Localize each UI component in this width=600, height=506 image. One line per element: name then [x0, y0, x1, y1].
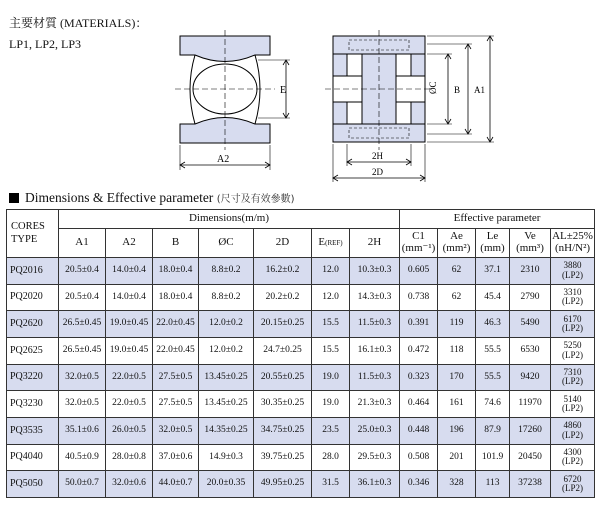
col-ae: Ae (mm²)	[438, 229, 476, 258]
core-type-cell: PQ3220	[7, 364, 59, 391]
top-view-drawing	[175, 30, 290, 170]
cell-a1: 40.5±0.9	[59, 444, 106, 471]
section-title	[9, 190, 295, 206]
cell-c1: 0.472	[400, 337, 438, 364]
cell-a2: 28.0±0.8	[106, 444, 153, 471]
cell-two-h: 11.5±0.3	[350, 311, 400, 338]
cell-b: 32.0±0.5	[153, 417, 199, 444]
cell-e: 23.5	[312, 417, 350, 444]
cell-two-h: 16.1±0.3	[350, 337, 400, 364]
cores-type-header: CORES TYPE	[7, 210, 59, 258]
cell-b: 22.0±0.45	[153, 311, 199, 338]
cell-c1: 0.508	[400, 444, 438, 471]
core-type-cell: PQ3535	[7, 417, 59, 444]
cell-ae: 62	[438, 284, 476, 311]
core-type-cell: PQ2016	[7, 258, 59, 285]
cell-e: 19.0	[312, 391, 350, 418]
cell-al: 4860 (LP2)	[551, 417, 595, 444]
cell-ae: 161	[438, 391, 476, 418]
cell-two-h: 36.1±0.3	[350, 471, 400, 498]
cell-a1: 26.5±0.45	[59, 311, 106, 338]
cell-two-d: 24.7±0.25	[254, 337, 312, 364]
cell-le: 113	[476, 471, 510, 498]
cell-c1: 0.605	[400, 258, 438, 285]
cell-e: 12.0	[312, 284, 350, 311]
cell-c1: 0.448	[400, 417, 438, 444]
col-2d: 2D	[254, 229, 312, 258]
cell-le: 87.9	[476, 417, 510, 444]
cell-b: 18.0±0.4	[153, 284, 199, 311]
core-drawing	[0, 0, 600, 190]
cell-oc: 13.45±0.25	[199, 391, 254, 418]
cell-c1: 0.323	[400, 364, 438, 391]
label-e: E	[280, 85, 287, 96]
cell-b: 37.0±0.6	[153, 444, 199, 471]
core-type-cell: PQ4040	[7, 444, 59, 471]
cell-le: 55.5	[476, 337, 510, 364]
cell-b: 22.0±0.45	[153, 337, 199, 364]
cell-oc: 8.8±0.2	[199, 284, 254, 311]
cell-e: 15.5	[312, 311, 350, 338]
square-bullet-icon	[9, 193, 19, 203]
col-ve: Ve (mm³)	[510, 229, 551, 258]
cell-a1: 20.5±0.4	[59, 284, 106, 311]
cell-two-h: 21.3±0.3	[350, 391, 400, 418]
core-type-cell: PQ2620	[7, 311, 59, 338]
cell-oc: 12.0±0.2	[199, 337, 254, 364]
cell-a2: 22.0±0.5	[106, 391, 153, 418]
cell-a1: 26.5±0.45	[59, 337, 106, 364]
cell-b: 27.5±0.5	[153, 364, 199, 391]
label-2h: 2H	[372, 151, 383, 161]
label-2d: 2D	[372, 167, 383, 177]
col-e: E(REF)	[312, 229, 350, 258]
cell-two-d: 39.75±0.25	[254, 444, 312, 471]
core-type-cell: PQ2625	[7, 337, 59, 364]
core-type-cell: PQ3230	[7, 391, 59, 418]
cell-ve: 2790	[510, 284, 551, 311]
cell-b: 18.0±0.4	[153, 258, 199, 285]
cell-a1: 20.5±0.4	[59, 258, 106, 285]
materials-title: 主要材質 (MATERIALS)：	[9, 16, 148, 30]
cell-c1: 0.346	[400, 471, 438, 498]
cell-oc: 14.35±0.25	[199, 417, 254, 444]
cell-ve: 9420	[510, 364, 551, 391]
label-b: B	[454, 85, 461, 95]
col-a2: A2	[106, 229, 153, 258]
cell-ve: 11970	[510, 391, 551, 418]
table-row	[7, 258, 595, 285]
cell-al: 5250 (LP2)	[551, 337, 595, 364]
cell-two-h: 11.5±0.3	[350, 364, 400, 391]
cell-oc: 14.9±0.3	[199, 444, 254, 471]
cell-a1: 50.0±0.7	[59, 471, 106, 498]
table-row	[7, 364, 595, 391]
col-al: AL±25% (nH/N²)	[551, 229, 595, 258]
cell-ve: 6530	[510, 337, 551, 364]
side-view-drawing	[325, 30, 494, 182]
cell-two-d: 30.35±0.25	[254, 391, 312, 418]
cell-oc: 20.0±0.35	[199, 471, 254, 498]
cell-two-h: 25.0±0.3	[350, 417, 400, 444]
cell-c1: 0.464	[400, 391, 438, 418]
col-c1: C1 (mm⁻¹)	[400, 229, 438, 258]
cell-e: 31.5	[312, 471, 350, 498]
cell-le: 101.9	[476, 444, 510, 471]
cell-a2: 14.0±0.4	[106, 258, 153, 285]
cell-al: 6170 (LP2)	[551, 311, 595, 338]
cell-a1: 32.0±0.5	[59, 364, 106, 391]
cell-ae: 62	[438, 258, 476, 285]
label-a2: A2	[217, 154, 230, 165]
col-le: Le (mm)	[476, 229, 510, 258]
col-2h: 2H	[350, 229, 400, 258]
cell-two-h: 29.5±0.3	[350, 444, 400, 471]
dimensions-table	[6, 209, 595, 498]
table-row	[7, 417, 595, 444]
cell-two-d: 34.75±0.25	[254, 417, 312, 444]
cell-ae: 196	[438, 417, 476, 444]
cell-ae: 201	[438, 444, 476, 471]
cell-two-d: 16.2±0.2	[254, 258, 312, 285]
cell-two-d: 20.15±0.25	[254, 311, 312, 338]
cell-b: 44.0±0.7	[153, 471, 199, 498]
cell-le: 74.6	[476, 391, 510, 418]
label-a1: A1	[474, 85, 485, 95]
cell-le: 46.3	[476, 311, 510, 338]
cell-al: 5140 (LP2)	[551, 391, 595, 418]
cell-al: 7310 (LP2)	[551, 364, 595, 391]
cell-oc: 8.8±0.2	[199, 258, 254, 285]
cell-a2: 14.0±0.4	[106, 284, 153, 311]
section-title-text: Dimensions & Effective parameter	[25, 190, 214, 205]
cell-ve: 37238	[510, 471, 551, 498]
col-a1: A1	[59, 229, 106, 258]
core-type-cell: PQ2020	[7, 284, 59, 311]
dimensions-group-header: Dimensions(m/m)	[59, 210, 400, 229]
cell-le: 55.5	[476, 364, 510, 391]
cell-a2: 32.0±0.6	[106, 471, 153, 498]
table-row	[7, 391, 595, 418]
cell-ae: 118	[438, 337, 476, 364]
cell-two-d: 20.55±0.25	[254, 364, 312, 391]
cell-a1: 35.1±0.6	[59, 417, 106, 444]
cell-oc: 13.45±0.25	[199, 364, 254, 391]
cell-a2: 19.0±0.45	[106, 337, 153, 364]
cell-ae: 328	[438, 471, 476, 498]
cell-two-d: 49.95±0.25	[254, 471, 312, 498]
cell-le: 45.4	[476, 284, 510, 311]
cell-al: 4300 (LP2)	[551, 444, 595, 471]
cell-al: 6720 (LP2)	[551, 471, 595, 498]
cell-le: 37.1	[476, 258, 510, 285]
cell-a2: 26.0±0.5	[106, 417, 153, 444]
col-oc: ØC	[199, 229, 254, 258]
cell-oc: 12.0±0.2	[199, 311, 254, 338]
table-row	[7, 471, 595, 498]
cell-c1: 0.738	[400, 284, 438, 311]
cell-ve: 17260	[510, 417, 551, 444]
table-row	[7, 284, 595, 311]
col-b: B	[153, 229, 199, 258]
cell-al: 3880 (LP2)	[551, 258, 595, 285]
cell-ve: 2310	[510, 258, 551, 285]
cell-e: 19.0	[312, 364, 350, 391]
cell-ve: 20450	[510, 444, 551, 471]
cell-b: 27.5±0.5	[153, 391, 199, 418]
cell-ve: 5490	[510, 311, 551, 338]
section-title-cn: (尺寸及有效參數)	[216, 194, 295, 205]
cell-e: 15.5	[312, 337, 350, 364]
cell-c1: 0.391	[400, 311, 438, 338]
cell-al: 3310 (LP2)	[551, 284, 595, 311]
materials-list: LP1, LP2, LP3	[9, 37, 82, 51]
cell-two-h: 14.3±0.3	[350, 284, 400, 311]
table-row	[7, 337, 595, 364]
cell-a2: 22.0±0.5	[106, 364, 153, 391]
core-type-cell: PQ5050	[7, 471, 59, 498]
label-oc: ØC	[428, 81, 438, 94]
cell-ae: 170	[438, 364, 476, 391]
cell-e: 28.0	[312, 444, 350, 471]
table-row	[7, 311, 595, 338]
cell-e: 12.0	[312, 258, 350, 285]
cell-two-h: 10.3±0.3	[350, 258, 400, 285]
cell-a2: 19.0±0.45	[106, 311, 153, 338]
cell-ae: 119	[438, 311, 476, 338]
effective-group-header: Effective parameter	[400, 210, 595, 229]
table-row	[7, 444, 595, 471]
cell-a1: 32.0±0.5	[59, 391, 106, 418]
cell-two-d: 20.2±0.2	[254, 284, 312, 311]
